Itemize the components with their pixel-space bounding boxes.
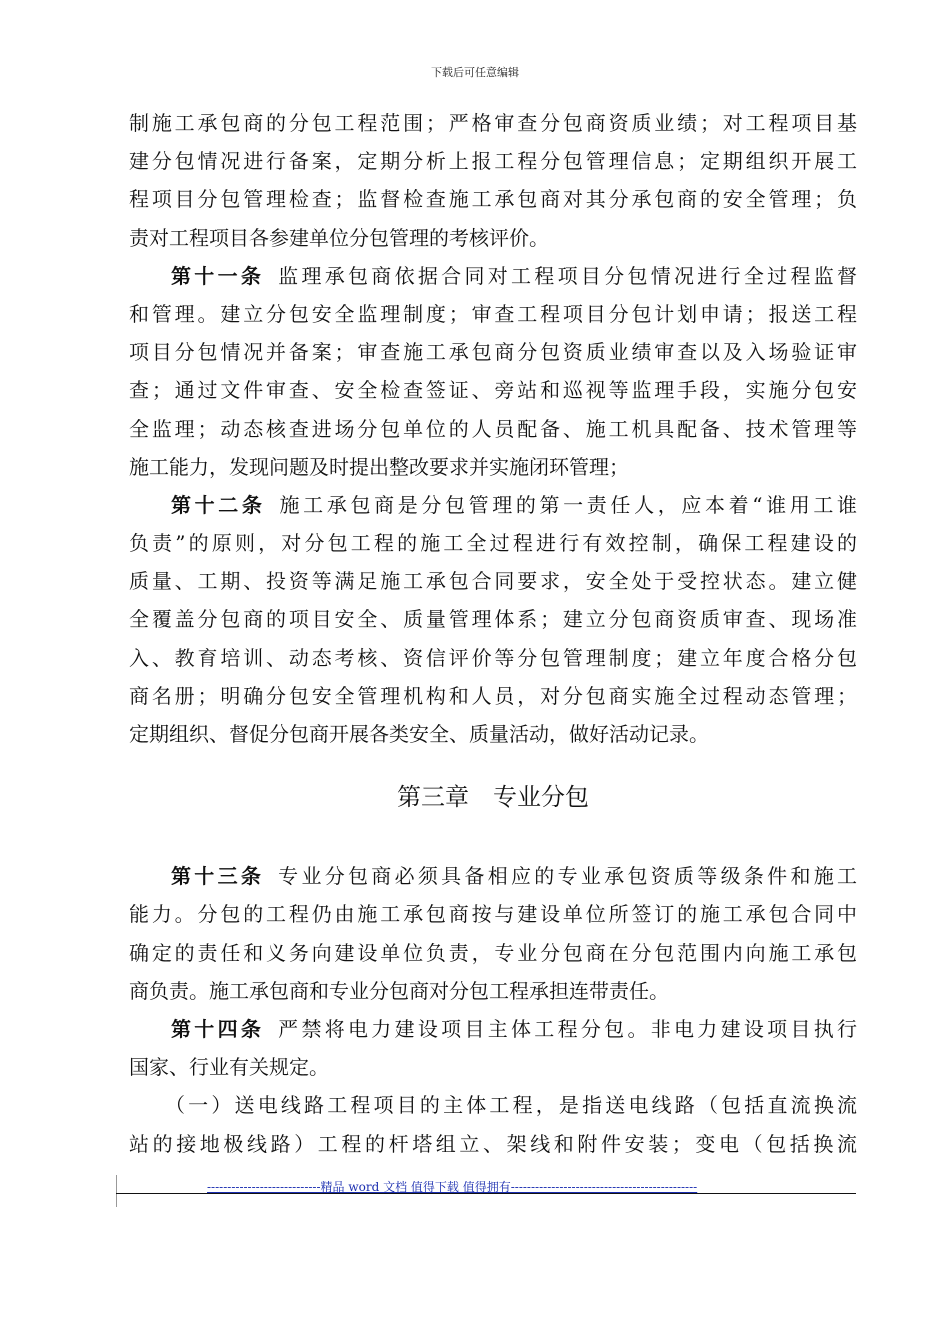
text-line: [129, 486, 857, 524]
page-margin-mark: [116, 1175, 117, 1207]
text-line: 站的接地极线路）工程的杆塔组立、架线和附件安装；变电（包括换流: [129, 1131, 857, 1156]
text-line: 责对工程项目各参建单位分包管理的考核评价。: [129, 225, 549, 250]
article-number: 第十一条: [171, 263, 265, 288]
text-line: 能力。分包的工程仍由施工承包商按与建设单位所签订的施工承包合同中: [129, 902, 857, 927]
text-line: 查；通过文件审查、安全检查签证、旁站和巡视等监理手段，实施分包安: [129, 378, 857, 403]
article-number: 第十二条: [171, 492, 266, 517]
text-line: 制施工承包商的分包工程范围；严格审查分包商资质业绩；对工程项目基: [129, 111, 857, 135]
text-line: 项目分包情况并备案；审查施工承包商分包资质业绩审查以及入场验证审: [129, 340, 857, 365]
article-paragraph: [129, 486, 857, 753]
list-item-paragraph: [129, 1086, 857, 1162]
text-line: 和管理。建立分包安全监理制度；审查工程项目分包计划申请；报送工程: [129, 301, 857, 326]
text-line: 建分包情况进行备案，定期分析上报工程分包管理信息；定期组织开展工: [129, 149, 857, 174]
text-line: 确定的责任和义务向建设单位负责，专业分包商在分包范围内向施工承包: [129, 940, 857, 965]
article-text: 监理承包商依据合同对工程项目分包情况进行全过程监督: [278, 263, 857, 288]
chapter-number: 第三章: [397, 783, 469, 812]
text-line: [129, 257, 857, 295]
text-line: 施工能力，发现问题及时提出整改要求并实施闭环管理；: [129, 454, 629, 479]
article-text: 严禁将电力建设项目主体工程分包。非电力建设项目执行: [278, 1016, 857, 1041]
text-line: 全覆盖分包商的项目安全、质量管理体系；建立分包商资质审查、现场准: [129, 607, 857, 632]
paragraph: [129, 104, 857, 257]
header-note: 下载后可任意编辑: [431, 66, 519, 79]
footer-link[interactable]: ----------------------------精品 word 文档 值得下载 值得拥有----------------------------------------------: [207, 1180, 698, 1194]
article-paragraph: [129, 1010, 857, 1086]
text-line: 入、教育培训、动态考核、资信评价等分包管理制度；建立年度合格分包: [129, 645, 857, 670]
article-paragraph: [129, 257, 857, 486]
text-line: 国家、行业有关规定。: [129, 1055, 329, 1080]
text-line: 全监理；动态核查进场分包单位的人员配备、施工机具配备、技术管理等: [129, 416, 857, 441]
text-line: 质量、工期、投资等满足施工承包合同要求，安全处于受控状态。建立健: [129, 569, 857, 594]
article-text: 施工承包商是分包管理的第一责任人，应本着“谁用工谁: [279, 492, 857, 517]
chapter-title: 专业分包: [493, 783, 589, 812]
text-line: 程项目分包管理检查；监督检查施工承包商对其分承包商的安全管理；负: [129, 187, 857, 212]
text-line: 商负责。施工承包商和专业分包商对分包工程承担连带责任。: [129, 978, 669, 1003]
footer-divider: [116, 1193, 856, 1194]
chapter-heading: [129, 753, 857, 857]
article-number: 第十四条: [171, 1016, 265, 1041]
article-text: 专业分包商必须具备相应的专业承包资质等级条件和施工: [278, 864, 857, 889]
text-line: （一）送电线路工程项目的主体工程，是指送电线路（包括直流换流: [165, 1093, 857, 1118]
document-body: [129, 104, 857, 1163]
text-line: 定期组织、督促分包商开展各类安全、质量活动，做好活动记录。: [129, 722, 709, 746]
text-line: 商名册；明确分包安全管理机构和人员，对分包商实施全过程动态管理；: [129, 683, 857, 708]
text-line: [129, 1010, 857, 1048]
article-paragraph: [129, 857, 857, 1010]
text-line: 负责”的原则，对分包工程的施工全过程进行有效控制，确保工程建设的: [129, 531, 857, 556]
text-line: [129, 857, 857, 895]
article-number: 第十三条: [171, 864, 265, 889]
